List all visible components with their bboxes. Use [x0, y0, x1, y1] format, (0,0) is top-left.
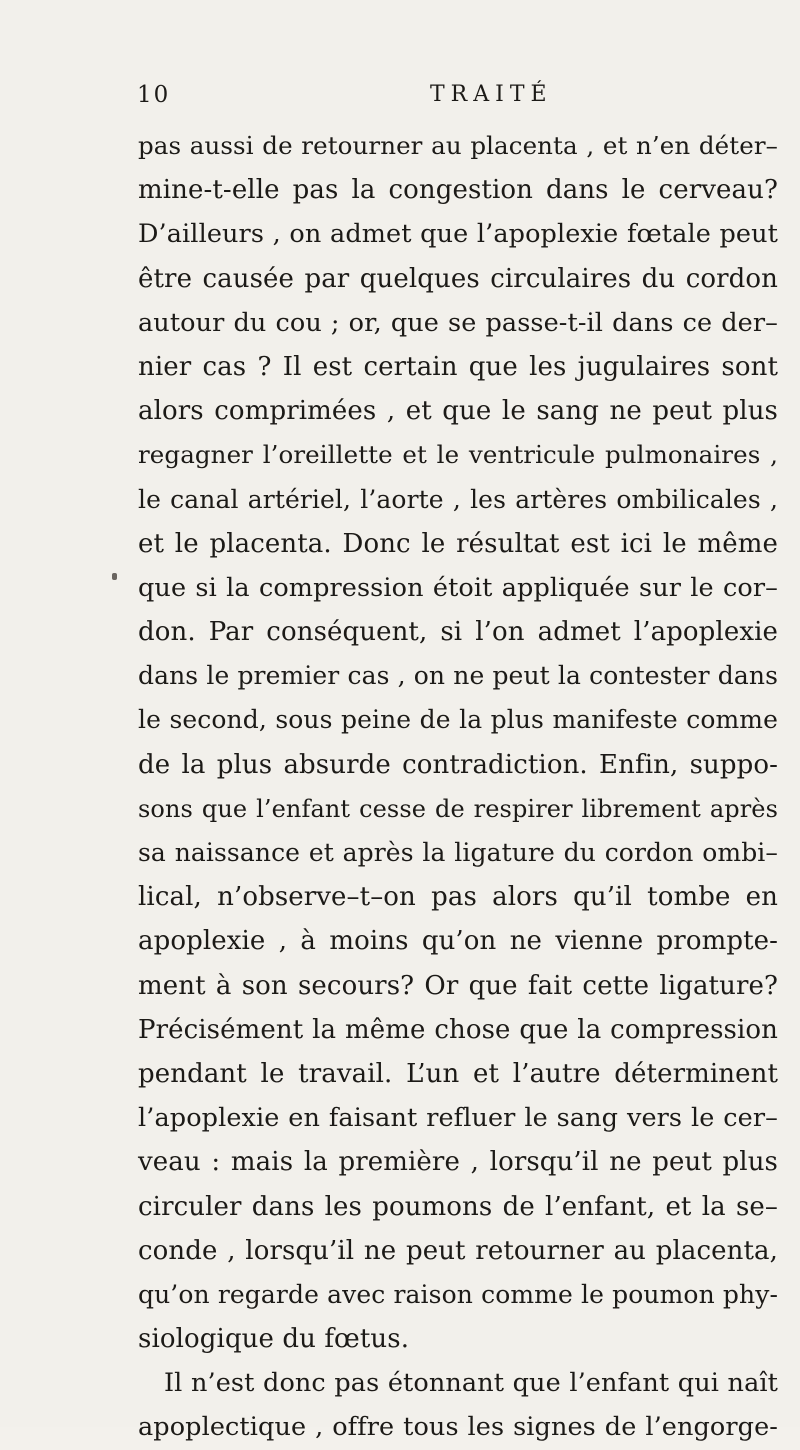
page-number: 10	[137, 82, 171, 108]
text-line: pendant le travail. L’un et l’autre déterminent	[138, 1058, 778, 1089]
text-line: D’ailleurs , on admet que l’apoplexie fœtale peut	[138, 219, 778, 250]
text-line: alors comprimées , et que le sang ne peut plus	[138, 396, 778, 427]
paragraph-end-line: siologique du fœtus.	[138, 1324, 410, 1355]
text-line: le second, sous peine de la plus manifeste comme	[138, 705, 778, 735]
text-line: ment à son secours? Or que fait cette ligature?	[138, 970, 778, 1001]
text-line: de la plus absurde contradiction. Enfin, suppo-	[138, 749, 778, 780]
text-line: regagner l’oreillette et le ventricule pulmonaires ,	[138, 440, 778, 470]
text-line: Précisément la même chose que la compression	[138, 1014, 778, 1045]
text-line: apoplexie , à moins qu’on ne vienne prompte-	[138, 926, 778, 957]
text-line: don. Par conséquent, si l’on admet l’apoplexie	[138, 617, 778, 648]
text-line: qu’on regarde avec raison comme le poumon phy-	[138, 1279, 778, 1309]
text-line: veau : mais la première , lorsqu’il ne peut plus	[138, 1147, 778, 1178]
text-line: sa naissance et après la ligature du cordon ombi–	[138, 838, 778, 867]
text-line: circuler dans les poumons de l’enfant, et la se–	[138, 1191, 778, 1222]
text-line: pas aussi de retourner au placenta , et n’en déter–	[138, 131, 778, 160]
text-line: sons que l’enfant cesse de respirer librement après	[138, 794, 778, 823]
text-line: autour du cou ; or, que se passe-t-il dans ce der–	[138, 307, 778, 338]
text-line: dans le premier cas , on ne peut la contester dans	[138, 661, 778, 691]
running-title: TRAITÉ	[430, 82, 553, 107]
text-line: mine-t-elle pas la congestion dans le cerveau?	[138, 175, 778, 206]
text-line: et le placenta. Donc le résultat est ici le même	[138, 528, 778, 559]
text-line: être causée par quelques circulaires du cordon	[138, 263, 778, 294]
text-line: lical, n’observe–t–on pas alors qu’il tombe en	[138, 882, 778, 913]
body-text	[138, 124, 778, 1450]
running-head	[0, 82, 800, 112]
paragraph-start-line: Il n’est donc pas étonnant que l’enfant qui naît	[164, 1368, 778, 1399]
ink-speck	[112, 573, 117, 580]
text-line: l’apoplexie en faisant refluer le sang vers le cer–	[138, 1103, 778, 1134]
text-line: que si la compression étoit appliquée sur le cor–	[138, 572, 778, 603]
text-line: le canal artériel, l’aorte , les artères ombilicales ,	[138, 484, 778, 514]
text-line: conde , lorsqu’il ne peut retourner au placenta,	[138, 1235, 778, 1266]
text-line: nier cas ? Il est certain que les jugulaires sont	[138, 351, 778, 382]
text-line: apoplectique , offre tous les signes de l’engorge-	[138, 1412, 778, 1443]
